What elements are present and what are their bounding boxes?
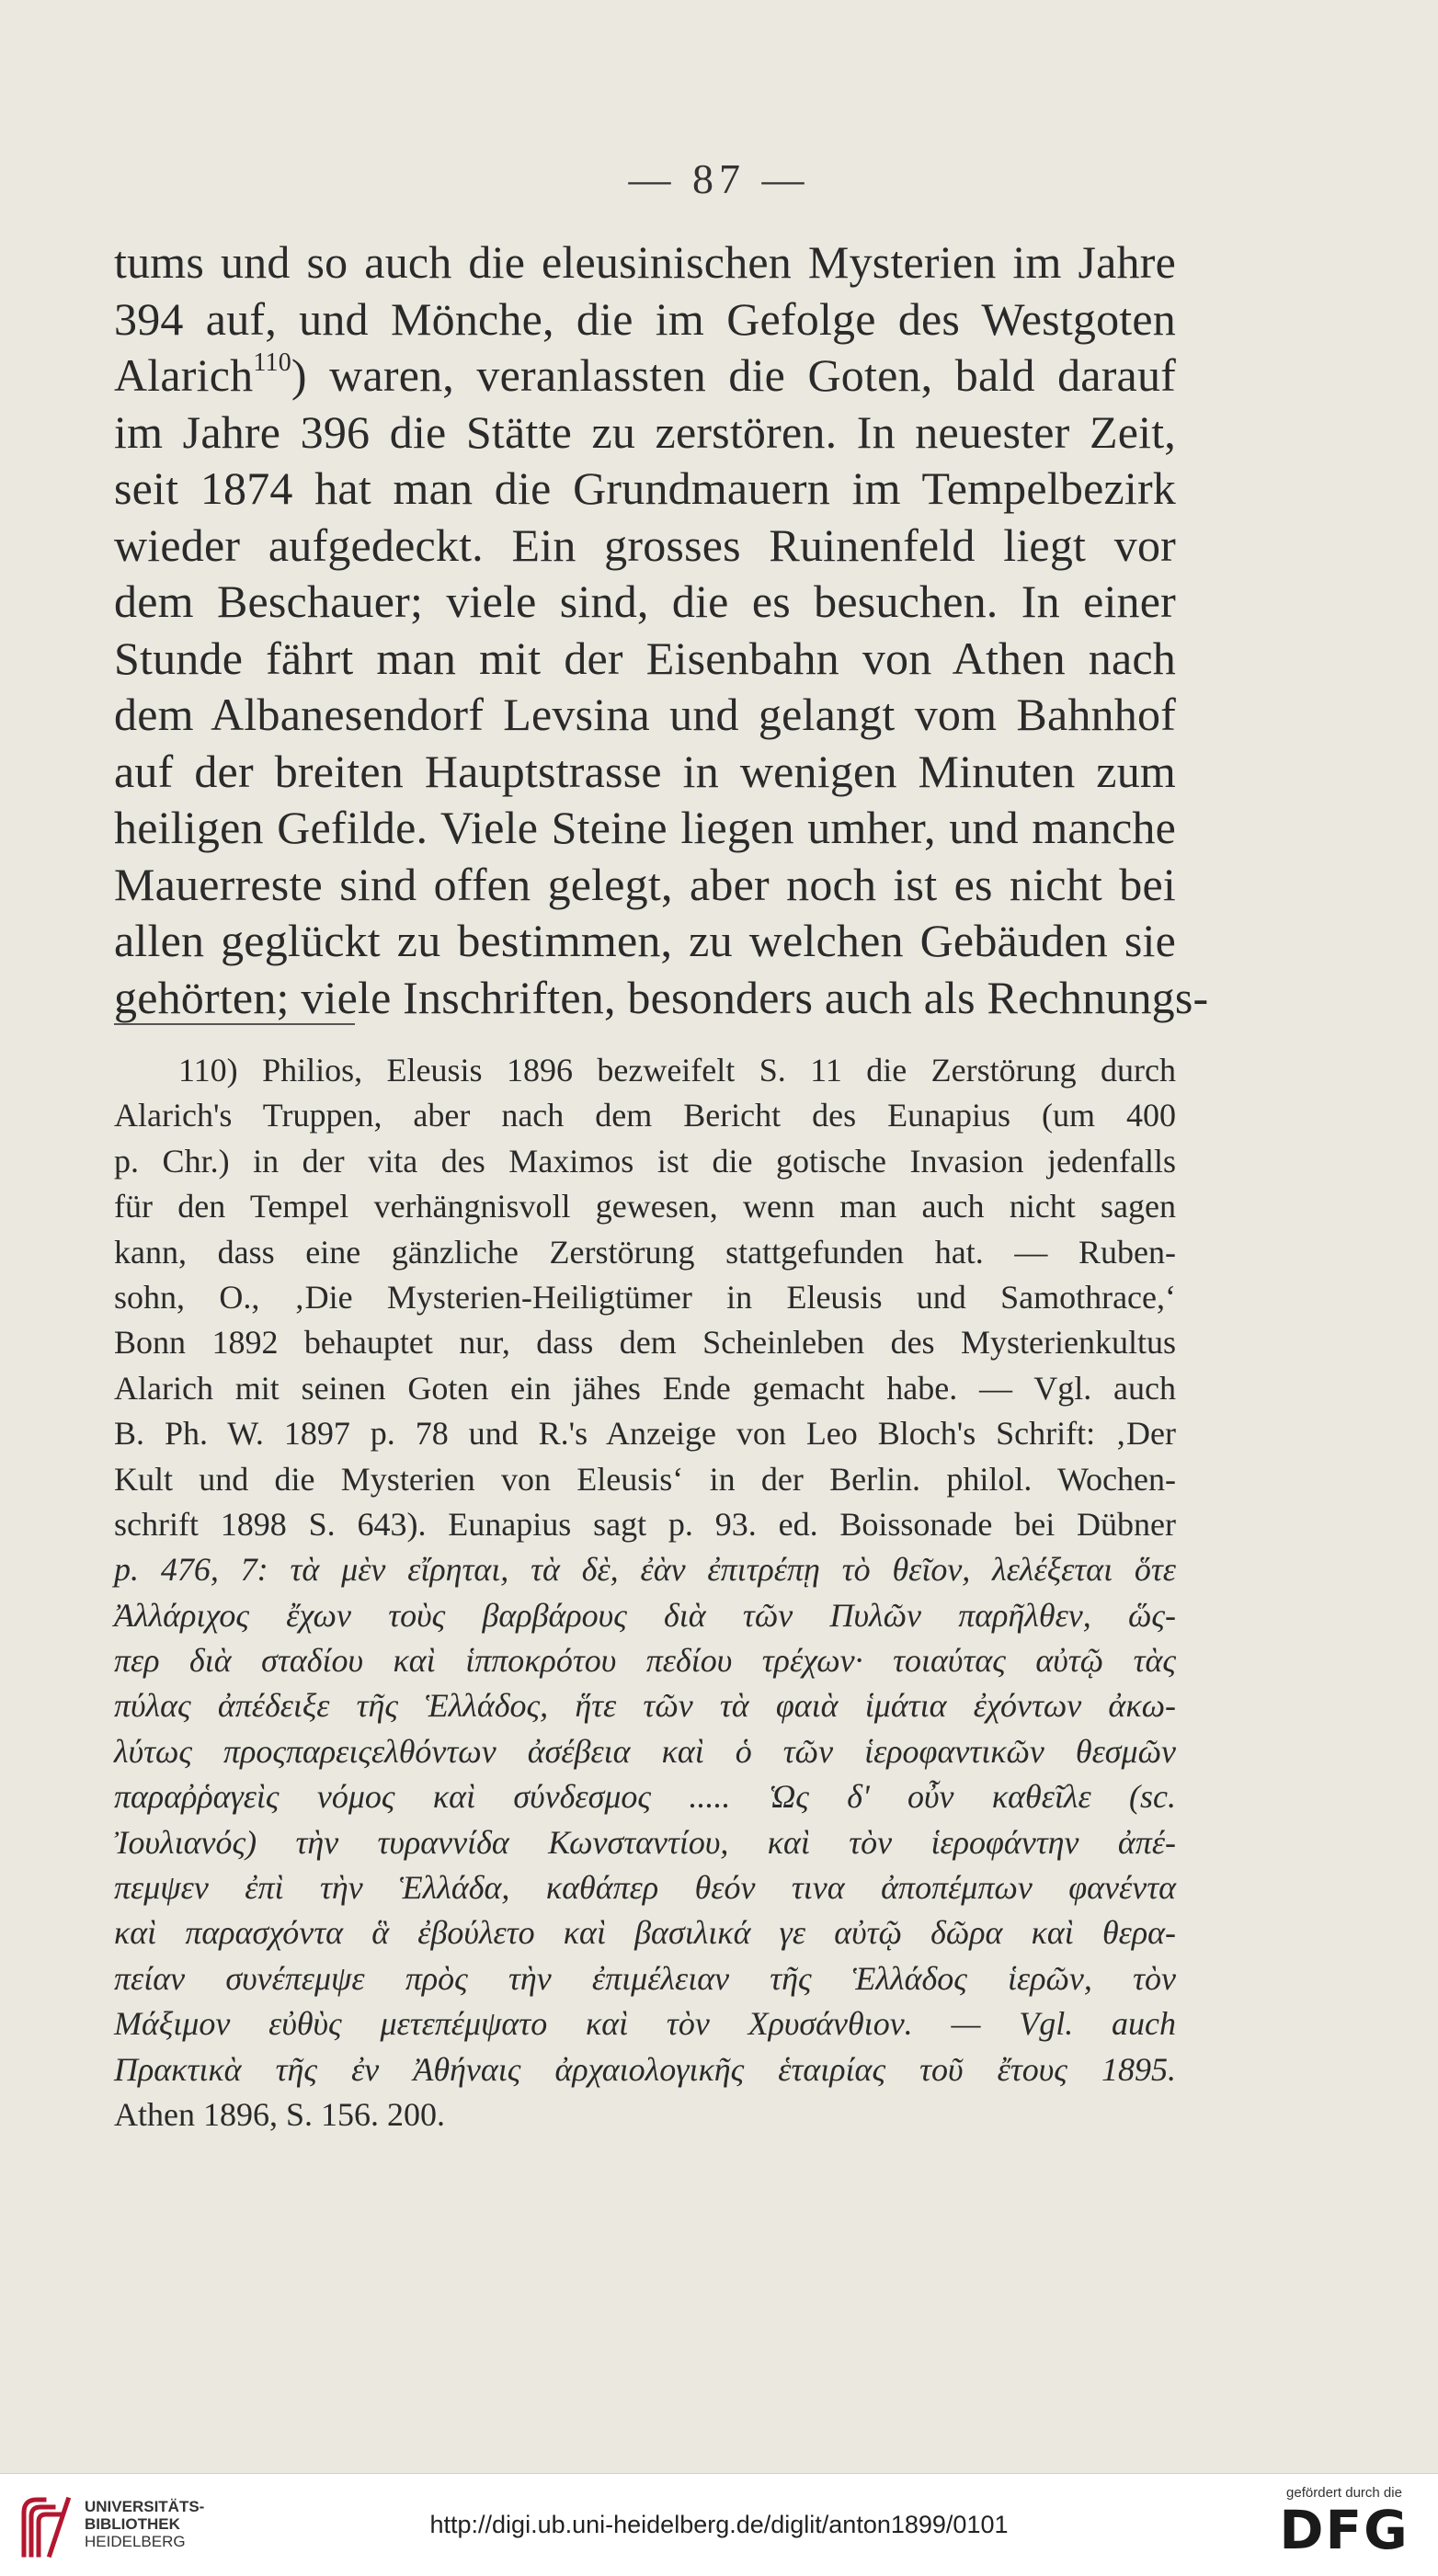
footnote-line-greek: Ἀλλάριχος ἔχων τοὺς βαρβάρους διὰ τῶν Πυλῶν παρῆλθεν, ὥς- [114,1596,1176,1634]
footnote-line-greek: λύτως προςπαρειςελθόντων ἀσέβεια καὶ ὁ τῶν ἱεροφαντικῶν θεσμῶν [114,1732,1176,1770]
body-line: wieder aufgedeckt. Ein grosses Ruinenfeld liegt vor [114,519,1176,571]
library-name-line1: UNIVERSITÄTS- [85,2498,205,2515]
footnote-line: Alarich mit seinen Goten ein jähes Ende gemacht habe. — Vgl. auch [114,1369,1176,1407]
library-name-line3: HEIDELBERG [85,2533,186,2550]
footnote-line: Bonn 1892 behauptet nur, dass dem Scheinleben des Mysterienkultus [114,1324,1176,1362]
footnote-ref[interactable]: 110 [253,348,291,378]
footnote-line-greek: p. 476, 7: τὰ μὲν εἴρηται, τὰ δὲ, ἐὰν ἐπιτρέπῃ τὸ θεῖον, λελέξεται ὅτε [114,1551,1176,1589]
footnote-line-greek: Ἰουλιανός) τὴν τυραννίδα Κωνσταντίου, καὶ τὸν ἱεροφάντην ἀπέ- [114,1823,1176,1861]
footnote-line: kann, dass eine gänzliche Zerstörung stattgefunden hat. — Ruben- [114,1233,1176,1271]
dfg-logo: DFG [1279,2499,1409,2561]
footnote-line-greek: πείαν συνέπεμψε πρὸς τὴν ἐπιμέλειαν τῆς Ἑλλάδος ἱερῶν, τὸν [114,1959,1176,1997]
body-line: seit 1874 hat man die Grundmauern im Tempelbezirk [114,462,1176,514]
footnote-110 [114,1048,1176,2137]
body-line-rest: ) waren, veranlassten die Goten, bald darauf [291,349,1176,401]
body-line: allen geglückt zu bestimmen, zu welchen Gebäuden sie [114,915,1176,966]
footnote-line: B. Ph. W. 1897 p. 78 und R.'s Anzeige von Leo Bloch's Schrift: ‚Der [114,1415,1176,1453]
permalink-url[interactable]: http://digi.ub.uni-heidelberg.de/diglit/anton1899/0101 [429,2511,1009,2538]
footnote-line-greek: παραῤῥαγεὶς νόμος καὶ σύνδεσμος ..... Ὡς δ' οὖν καθεῖλε (sc. [114,1778,1176,1816]
body-line: dem Albanesendorf Levsina und gelangt vom Bahnhof [114,689,1176,740]
footnote-line: Athen 1896, S. 156. 200. [114,2095,445,2133]
body-line: dem Beschauer; viele sind, die es besuchen. In einer [114,576,1176,627]
body-line: gehörten; viele Inschriften, besonders auch als Rechnungs- [114,971,1209,1023]
footnote-line: für den Tempel verhängnisvoll gewesen, wenn man auch nicht sagen [114,1188,1176,1225]
footnote-line-greek: Πρακτικὰ τῆς ἐν Ἀθήναις ἀρχαιολογικῆς ἑταιρίας τοῦ ἔτους 1895. [114,2050,1176,2088]
footnote-separator [114,1023,355,1025]
body-line: Mauerreste sind offen gelegt, aber noch ist es nicht bei [114,858,1176,910]
footnote-line: sohn, O., ‚Die Mysterien-Heiligtümer in Eleusis und Samothrace,‘ [114,1278,1176,1316]
body-line: 394 auf, und Mönche, die im Gefolge des Westgoten [114,292,1176,345]
main-text [114,234,1209,1026]
body-line: Stunde fährt man mit der Eisenbahn von Athen nach [114,632,1176,684]
page-number: — 87 — [628,155,810,202]
footnote-line-greek: πεμψεν ἐπὶ τὴν Ἑλλάδα, καθάπερ θεόν τινα ἀποπέμπων φανέντα [114,1869,1176,1907]
footnote-line: schrift 1898 S. 643). Eunapius sagt p. 93. ed. Boissonade bei Dübner [114,1505,1176,1543]
footnote-line: p. Chr.) in der vita des Maximos ist die gotische Invasion jedenfalls [114,1142,1176,1180]
footnote-line-greek: περ διὰ σταδίου καὶ ἱπποκρότου πεδίου τρέχων· τοιαύτας αὐτῷ τὰς [114,1642,1176,1680]
footnote-line: Alarich's Truppen, aber nach dem Bericht des Eunapius (um 400 [114,1097,1176,1134]
body-line: heiligen Gefilde. Viele Steine liegen umher, und manche [114,802,1176,853]
footnote-line-greek: καὶ παρασχόντα ἃ ἐβούλετο καὶ βασιλικά γε αὐτῷ δῶρα καὶ θερα- [114,1914,1176,1952]
body-line: auf der breiten Hauptstrasse in wenigen Minuten zum [114,745,1176,797]
library-name-line2: BIBLIOTHEK [85,2515,180,2533]
body-line: tums und so auch die eleusinischen Mysterien im Jahre [114,236,1176,288]
footnote-line-greek: πύλας ἀπέδειξε τῆς Ἑλλάδος, ἥτε τῶν τὰ φαιὰ ἱμάτια ἐχόντων ἀκω- [114,1687,1176,1725]
funding-notice [1271,2485,1418,2559]
footnote-line: 110) Philios, Eleusis 1896 bezweifelt S. 11 die Zerstörung durch [178,1052,1176,1089]
body-line-start: Alarich [114,349,254,401]
footnote-line: Kult und die Mysterien von Eleusis‘ in der Berlin. philol. Wochen- [114,1460,1176,1498]
funded-label: gefördert durch die [1286,2485,1402,2501]
footer-bar [0,2473,1438,2576]
body-line-with-footnote-ref [114,348,1176,405]
footnote-line-greek: Μάξιμον εὐθὺς μετεπέμψατο καὶ τὸν Χρυσάνθιον. — Vgl. auch [114,2005,1176,2043]
body-line: im Jahre 396 die Stätte zu zerstören. In neuester Zeit, [114,405,1176,458]
